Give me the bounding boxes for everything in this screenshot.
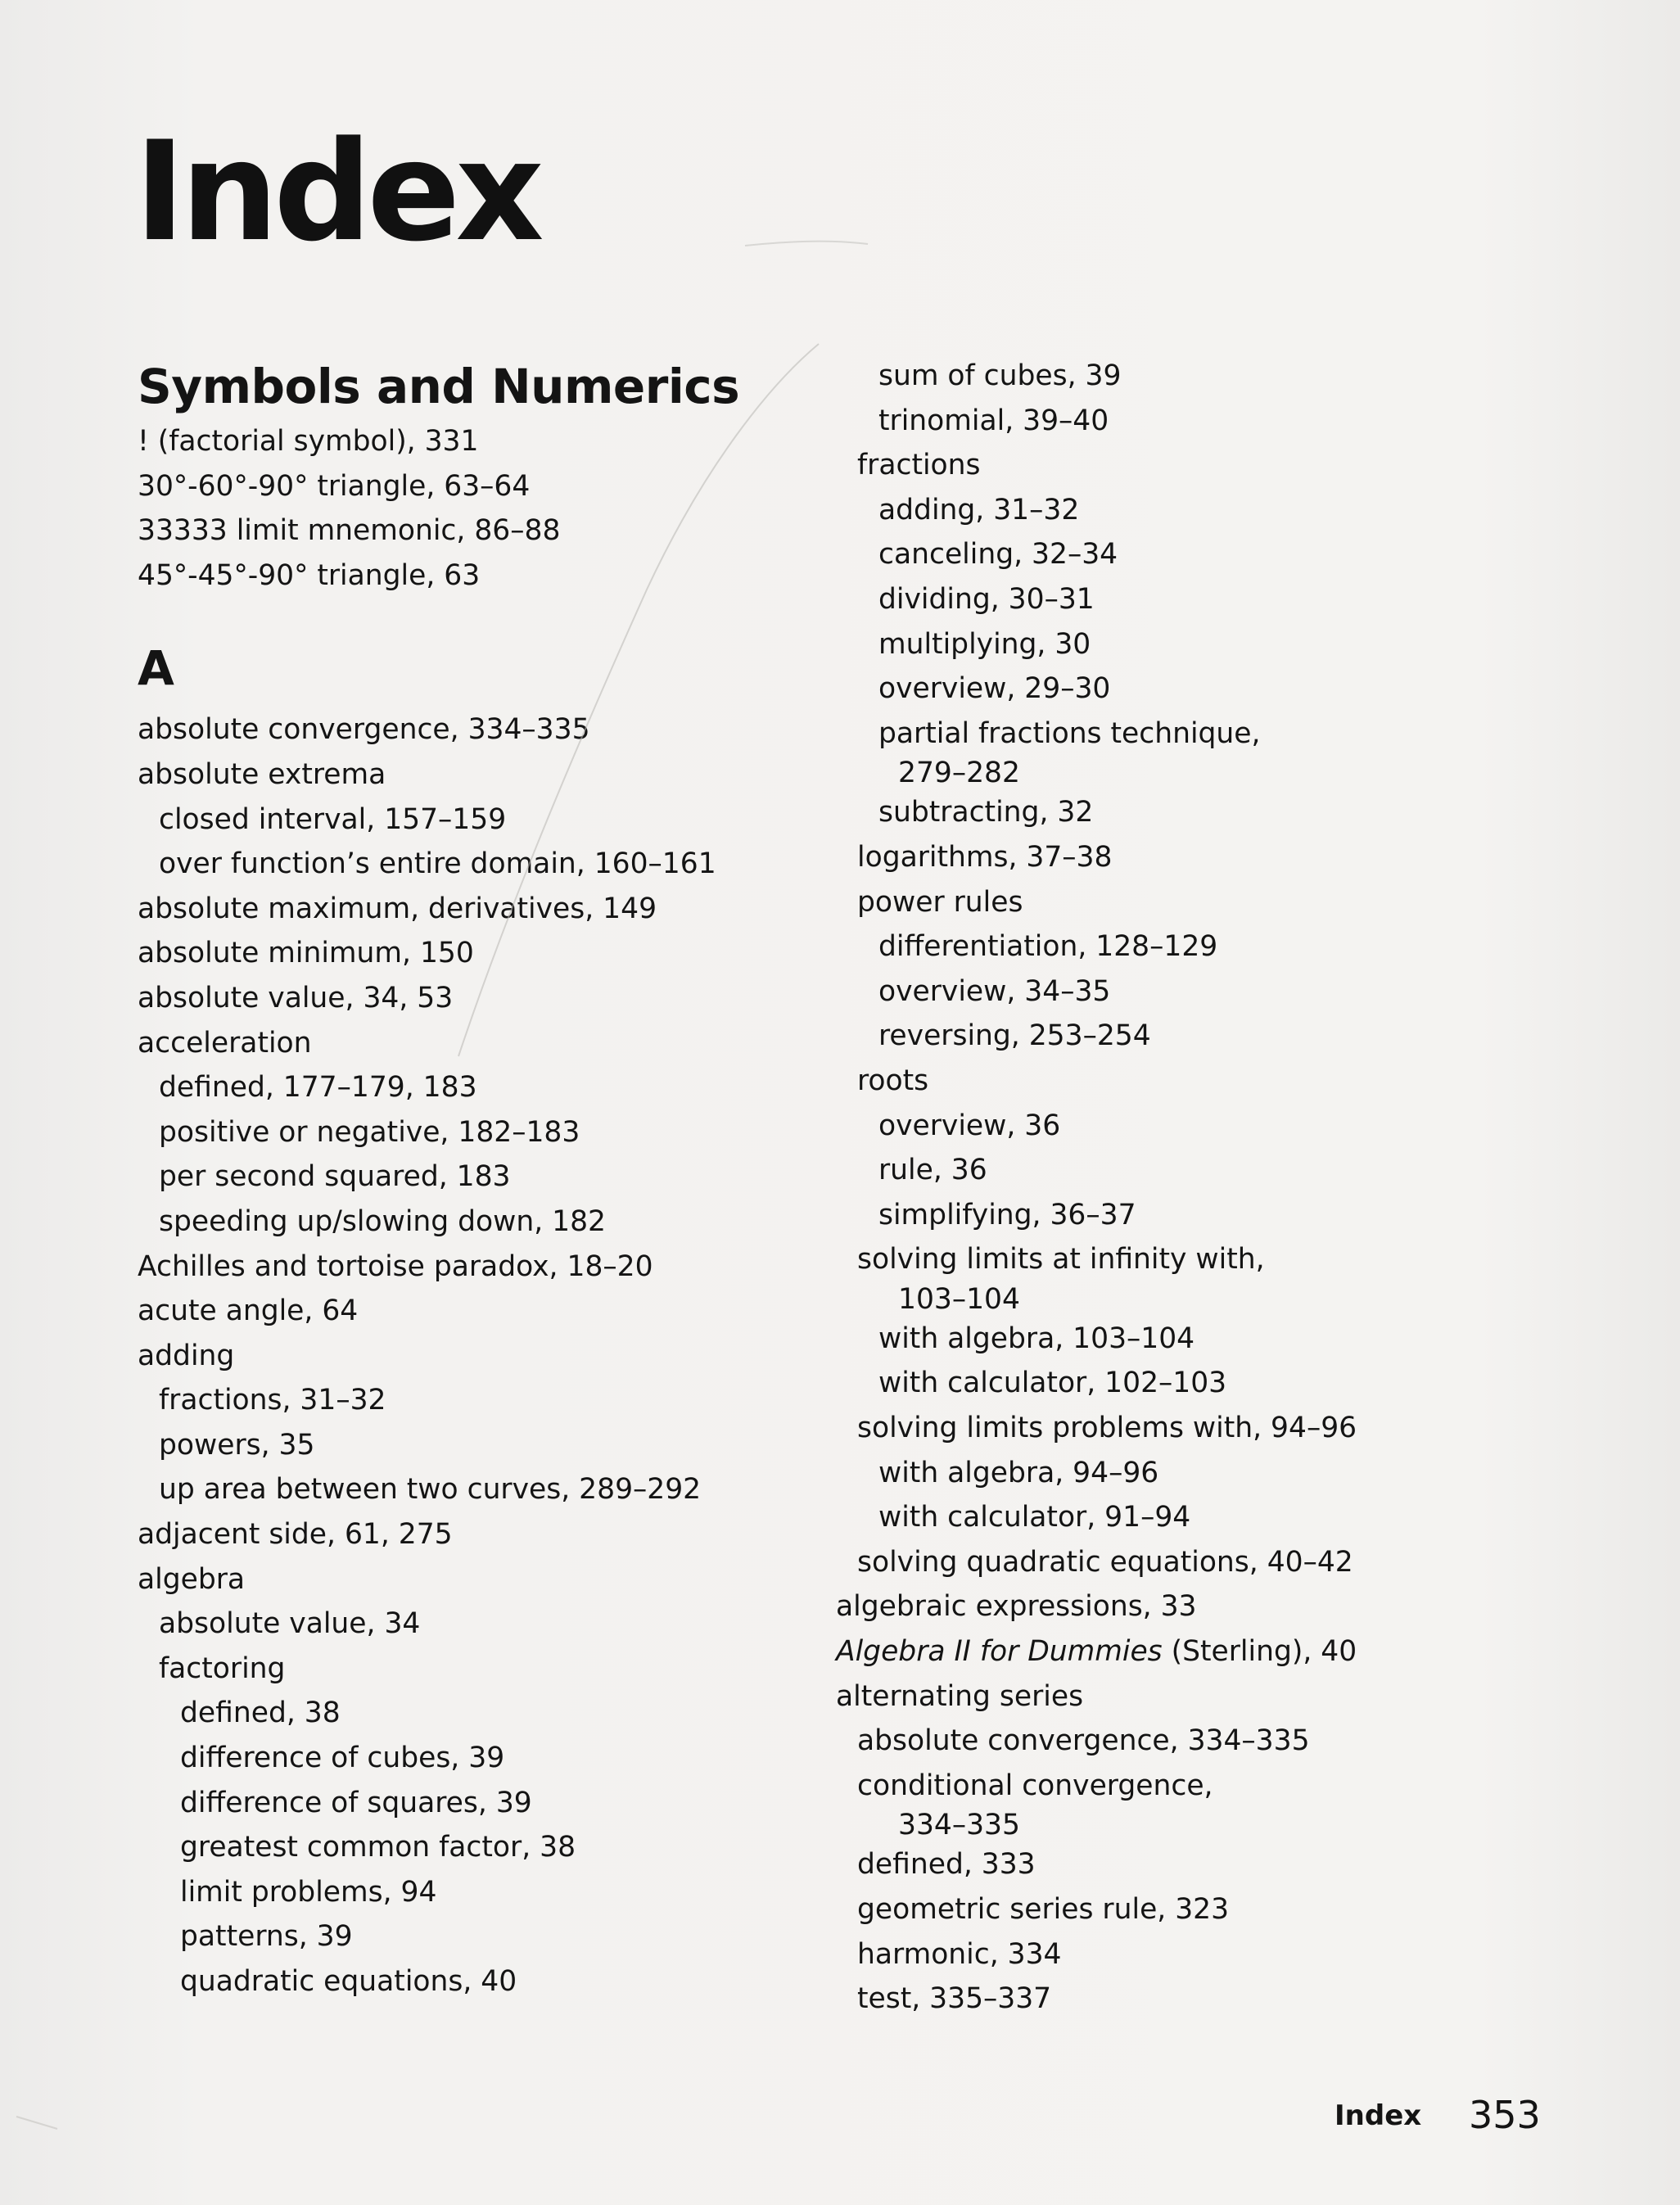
index-subentry (857, 1764, 1578, 1843)
index-subsubentry: with algebra, 103–104 (878, 1322, 1195, 1355)
index-entry: alternating series (836, 1679, 1084, 1713)
index-subentry: per second squared, 183 (159, 1160, 511, 1194)
index-subsubentry: trinomial, 39–40 (878, 404, 1109, 437)
index-subsubentry: difference of cubes, 39 (180, 1742, 505, 1775)
left-column (138, 354, 858, 2004)
index-subsubentry: overview, 36 (878, 1109, 1061, 1142)
index-subentry: fractions (857, 449, 981, 482)
index-subsubentry: quadratic equations, 40 (180, 1965, 517, 1998)
index-entry: absolute minimum, 150 (138, 937, 474, 970)
index-subsubentry: differentiation, 128–129 (878, 930, 1218, 964)
index-entry: algebra (138, 1562, 246, 1596)
index-subentry: defined, 333 (857, 1848, 1036, 1882)
index-subsubentry: overview, 34–35 (878, 974, 1111, 1008)
index-subentry: absolute convergence, 334–335 (857, 1724, 1310, 1758)
index-subentry: over function’s entire domain, 160–161 (159, 847, 716, 881)
index-subsubentry: with calculator, 91–94 (878, 1501, 1191, 1534)
index-subentry: roots (857, 1064, 929, 1097)
stray-pencil-line (16, 2117, 57, 2129)
symbols-list (138, 419, 858, 598)
page-number: 353 (1469, 2093, 1541, 2137)
index-entry: absolute value, 34, 53 (138, 981, 454, 1014)
index-subsubentry: multiplying, 30 (878, 627, 1091, 661)
index-subentry (857, 1237, 1578, 1317)
footer-section-label: Index (1335, 2099, 1422, 2132)
index-entry: algebraic expressions, 33 (836, 1590, 1197, 1624)
index-subentry: absolute value, 34 (159, 1607, 421, 1641)
entry-continuation: 279–282 (898, 757, 1020, 790)
index-subsubentry: sum of cubes, 39 (878, 359, 1122, 392)
index-subentry: closed interval, 157–159 (159, 802, 507, 836)
index-subsubentry: canceling, 32–34 (878, 538, 1118, 572)
index-subentry: power rules (857, 885, 1023, 919)
index-subentry: solving limits problems with, 94–96 (857, 1412, 1357, 1445)
index-subentry: fractions, 31–32 (159, 1384, 386, 1417)
index-subsubentry (857, 712, 1578, 791)
index-subentry: geometric series rule, 323 (857, 1893, 1230, 1926)
index-subsubentry: patterns, 39 (180, 1920, 353, 1954)
index-subentry: positive or negative, 182–183 (159, 1115, 580, 1149)
index-subsubentry: defined, 38 (180, 1697, 341, 1730)
index-subsubentry: simplifying, 36–37 (878, 1198, 1136, 1231)
index-entry: absolute extrema (138, 757, 386, 791)
index-entry: 30°-60°-90° triangle, 63–64 (138, 469, 531, 503)
index-subsubentry: reversing, 253–254 (878, 1019, 1151, 1053)
index-entry: acceleration (138, 1026, 312, 1060)
index-subentry: up area between two curves, 289–292 (159, 1473, 702, 1507)
index-subsubentry: overview, 29–30 (878, 672, 1111, 706)
page-title: Index (134, 111, 540, 272)
index-subsubentry: dividing, 30–31 (878, 582, 1095, 616)
index-subsubentry: rule, 36 (878, 1154, 987, 1187)
index-subsubentry: with calculator, 102–103 (878, 1367, 1227, 1400)
index-subsubentry: adding, 31–32 (878, 493, 1080, 526)
index-subsubentry: greatest common factor, 38 (180, 1831, 576, 1864)
index-subsubentry: with algebra, 94–96 (878, 1456, 1159, 1489)
index-subentry: speeding up/slowing down, 182 (159, 1204, 607, 1238)
index-subsubentry: limit problems, 94 (180, 1875, 437, 1909)
stray-pencil-line (745, 242, 868, 246)
letter-heading-a: A (138, 640, 174, 697)
index-subentry: defined, 177–179, 183 (159, 1071, 477, 1105)
index-entry: absolute maximum, derivatives, 149 (138, 892, 657, 925)
a-entries-list (138, 707, 858, 2004)
index-subsubentry: difference of squares, 39 (180, 1786, 532, 1819)
section-heading-symbols: Symbols and Numerics (138, 359, 740, 414)
index-subentry: solving quadratic equations, 40–42 (857, 1545, 1353, 1579)
index-entry: 45°-45°-90° triangle, 63 (138, 558, 481, 592)
index-entry: adjacent side, 61, 275 (138, 1518, 453, 1552)
index-subentry: harmonic, 334 (857, 1937, 1062, 1971)
section-gap (138, 598, 858, 629)
index-entry: absolute convergence, 334–335 (138, 713, 590, 747)
entry-text: solving limits at infinity with, (857, 1243, 1265, 1276)
right-column (836, 354, 1578, 2022)
index-entry (836, 1629, 1578, 1674)
index-subentry: test, 335–337 (857, 1982, 1052, 2016)
index-entry: Achilles and tortoise paradox, 18–20 (138, 1249, 653, 1283)
index-subentry: powers, 35 (159, 1428, 315, 1462)
entry-text: conditional convergence, (857, 1769, 1213, 1802)
index-entry: acute angle, 64 (138, 1295, 359, 1328)
entry-text: (Sterling), 40 (1162, 1635, 1357, 1669)
index-subentry: factoring (159, 1651, 286, 1685)
index-entry: adding (138, 1339, 235, 1372)
entry-continuation: 334–335 (898, 1809, 1020, 1842)
index-entry: ! (factorial symbol), 331 (138, 425, 479, 458)
entry-text: partial fractions technique, (878, 716, 1261, 750)
entry-continuation: 103–104 (898, 1282, 1020, 1316)
index-subentry: logarithms, 37–38 (857, 840, 1113, 874)
index-entry: 33333 limit mnemonic, 86–88 (138, 514, 561, 548)
page-footer (1335, 2093, 1580, 2142)
index-subsubentry: subtracting, 32 (878, 796, 1094, 829)
book-title: Algebra II for Dummies (836, 1635, 1163, 1669)
